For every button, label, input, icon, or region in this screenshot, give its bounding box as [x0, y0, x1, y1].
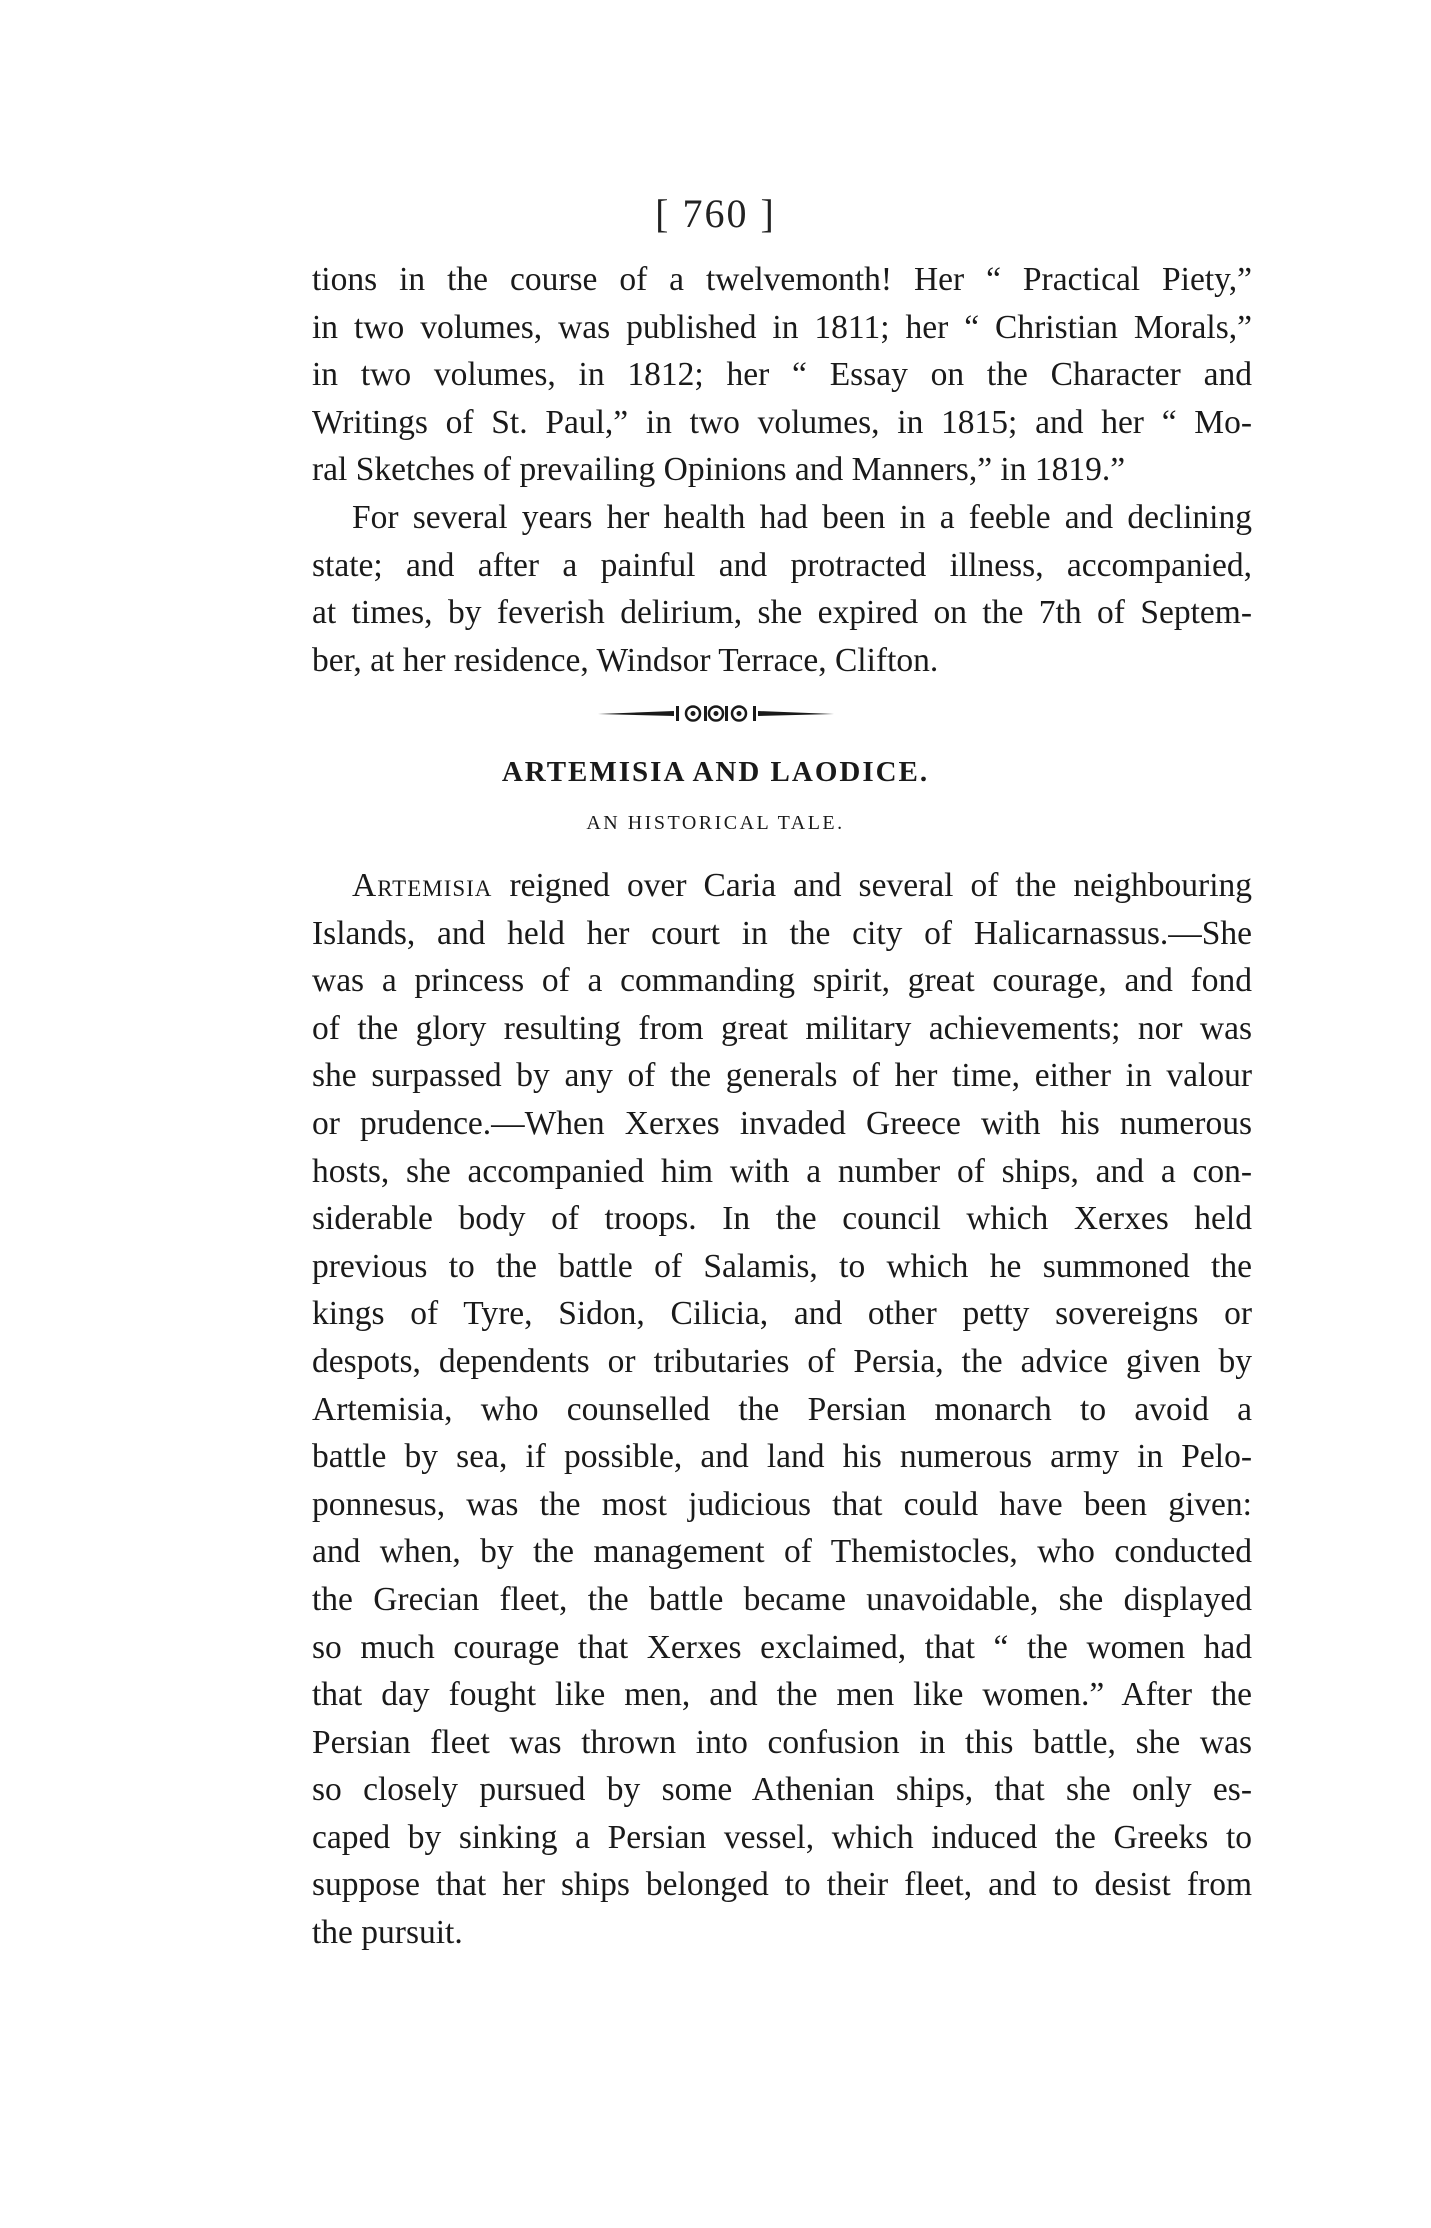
article-subtitle: AN HISTORICAL TALE.: [586, 812, 845, 834]
text-line: the pursuit.: [312, 1914, 463, 1952]
text-line: ber, at her residence, Windsor Terrace, Clifton.: [312, 641, 939, 679]
text-line: in two volumes, was published in 1811; her “ Christian Morals,”: [312, 308, 1252, 346]
text-line: the Grecian fleet, the battle became unavoidable, she displayed: [312, 1580, 1252, 1618]
article-body: [312, 862, 1252, 1957]
page-number: [ 760 ]: [655, 191, 776, 236]
text-line: in two volumes, in 1812; her “ Essay on the Character and: [312, 356, 1252, 394]
text-line: caped by sinking a Persian vessel, which induced the Greeks to: [312, 1818, 1252, 1856]
text-line: she surpassed by any of the generals of her time, either in valour: [312, 1057, 1252, 1095]
text-line: previous to the battle of Salamis, to which he summoned the: [312, 1247, 1252, 1285]
text-line: battle by sea, if possible, and land his numerous army in Pelo-: [312, 1438, 1252, 1476]
ornamental-divider: [0, 703, 1431, 723]
first-line-text: reigned over Caria and several of the neighbouring: [492, 867, 1252, 904]
text-line: Islands, and held her court in the city of Halicarnassus.—She: [312, 914, 1252, 952]
text-line: so closely pursued by some Athenian ships, that she only es-: [312, 1771, 1252, 1809]
text-line: For several years her health had been in a feeble and declining: [352, 498, 1252, 536]
text-line: Writings of St. Paul,” in two volumes, in 1815; and her “ Mo-: [312, 403, 1252, 441]
text-line: ral Sketches of prevailing Opinions and Manners,” in 1819.”: [312, 451, 1126, 489]
text-line: siderable body of troops. In the council which Xerxes held: [312, 1200, 1252, 1238]
opening-word: Artemisia: [352, 867, 493, 904]
ornament-rule-icon: [596, 703, 836, 723]
text-line: at times, by feverish delirium, she expired on the 7th of Septem-: [312, 594, 1252, 632]
text-line: was a princess of a commanding spirit, great courage, and fond: [312, 962, 1252, 1000]
text-line: kings of Tyre, Sidon, Cilicia, and other petty sovereigns or: [312, 1295, 1252, 1333]
text-line: Persian fleet was thrown into confusion in this battle, she was: [312, 1723, 1252, 1761]
text-line: suppose that her ships belonged to their fleet, and to desist from: [312, 1866, 1252, 1904]
article-title: ARTEMISIA AND LAODICE.: [501, 756, 930, 788]
text-line: ponnesus, was the most judicious that could have been given:: [312, 1485, 1252, 1523]
previous-article-ending: [312, 256, 1252, 684]
text-line: tions in the course of a twelvemonth! Her “ Practical Piety,”: [312, 261, 1252, 298]
text-line: despots, dependents or tributaries of Persia, the advice given by: [312, 1342, 1252, 1380]
text-line: Artemisia, who counselled the Persian monarch to avoid a: [312, 1390, 1252, 1428]
text-line: and when, by the management of Themistocles, who conducted: [312, 1533, 1252, 1571]
text-line: or prudence.—When Xerxes invaded Greece with his numerous: [312, 1104, 1252, 1142]
text-line: hosts, she accompanied him with a number of ships, and a con-: [312, 1152, 1252, 1190]
text-line: that day fought like men, and the men like women.” After the: [312, 1676, 1252, 1714]
text-line: so much courage that Xerxes exclaimed, that “ the women had: [312, 1628, 1252, 1666]
text-line: of the glory resulting from great military achievements; nor was: [312, 1009, 1252, 1047]
text-line: state; and after a painful and protracted illness, accompanied,: [312, 546, 1252, 584]
text-line-first: [312, 862, 1252, 910]
